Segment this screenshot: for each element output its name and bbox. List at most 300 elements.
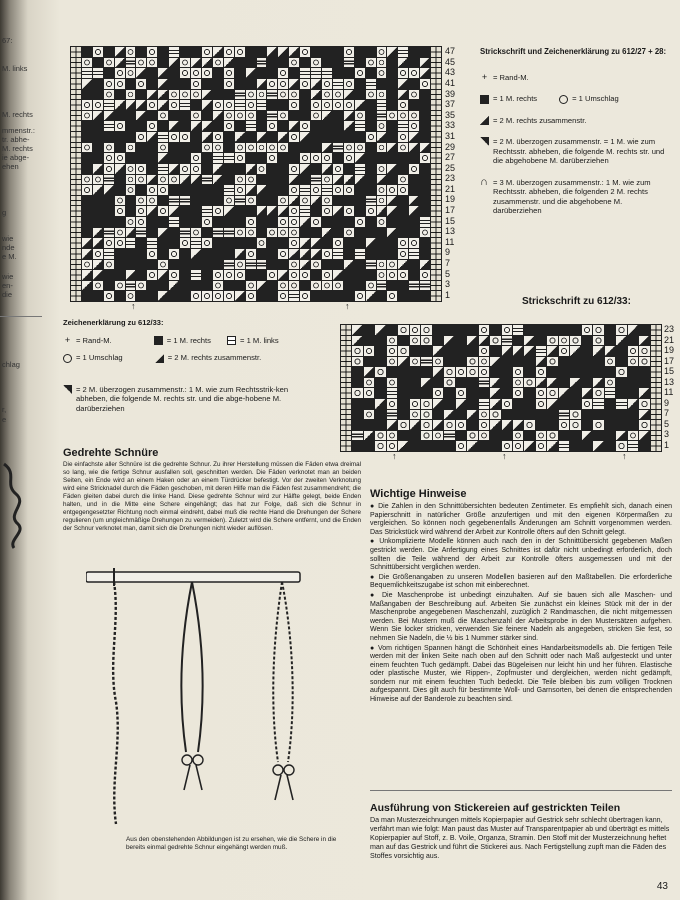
chart-cell — [322, 185, 332, 195]
chart-cell — [387, 47, 397, 57]
legend2-text: = 2 M. rechts zusammenstr. — [167, 353, 262, 362]
chart-cell — [169, 228, 179, 238]
chart-cell — [355, 185, 365, 195]
chart-cell — [355, 100, 365, 110]
chart-cell — [246, 111, 256, 121]
chart-cell — [257, 217, 267, 227]
chart-cell — [352, 388, 362, 398]
chart-cell — [246, 132, 256, 142]
chart-cell — [322, 143, 332, 153]
chart-cell — [355, 153, 365, 163]
chart-cell — [289, 185, 299, 195]
chart-cell — [169, 79, 179, 89]
chart-cell — [311, 121, 321, 131]
chart-cell — [409, 217, 419, 227]
chart-cell — [311, 281, 321, 291]
chart-cell — [333, 206, 343, 216]
section-heading: Gedrehte Schnüre — [63, 447, 159, 459]
chart-cell — [224, 47, 234, 57]
chart-cell — [333, 196, 343, 206]
chart-cell — [410, 367, 420, 377]
chart-cell — [202, 238, 212, 248]
chart-cell — [136, 260, 146, 270]
chart-cell — [213, 249, 223, 259]
chart-cell — [456, 346, 466, 356]
chart-cell — [377, 260, 387, 270]
chart-cell — [467, 399, 477, 409]
chart-cell — [158, 217, 168, 227]
chart-cell — [433, 399, 443, 409]
chart-cell — [104, 121, 114, 131]
chart-cell — [311, 185, 321, 195]
chart-cell — [433, 441, 443, 451]
chart-cell — [366, 281, 376, 291]
legend1-item-rand — [480, 73, 670, 83]
chart-cell — [502, 378, 512, 388]
chart-cell — [71, 281, 81, 291]
chart-cell — [547, 431, 557, 441]
fragment: ie abge- — [2, 153, 30, 162]
legend2-row — [63, 385, 303, 414]
chart-cell — [289, 90, 299, 100]
row-number: 25 — [445, 162, 456, 173]
chart-cell — [311, 100, 321, 110]
chart-cell — [202, 217, 212, 227]
chart-cell — [559, 399, 569, 409]
chart-cell — [104, 111, 114, 121]
chart-cell — [616, 378, 626, 388]
chart-cell — [136, 121, 146, 131]
chart-cell — [366, 164, 376, 174]
chart-cell — [651, 399, 661, 409]
chart-cell — [191, 260, 201, 270]
row-number: 39 — [445, 88, 456, 99]
chart-cell — [355, 270, 365, 280]
chart-cell — [71, 132, 81, 142]
chart-cell — [191, 153, 201, 163]
chart-cell — [278, 238, 288, 248]
chart-cell — [375, 399, 385, 409]
chart-cell — [570, 336, 580, 346]
chart-cell — [421, 388, 431, 398]
chart-cell — [559, 357, 569, 367]
chart-cell — [224, 291, 234, 301]
chart-cell — [82, 143, 92, 153]
fragment: tr. abhe- — [2, 135, 30, 144]
chart-cell — [246, 121, 256, 131]
chart-cell — [115, 111, 125, 121]
legend1-text: = 1 M. rechts — [493, 94, 538, 103]
chart-cell — [93, 291, 103, 301]
chart-cell — [344, 164, 354, 174]
chart-cell — [490, 441, 500, 451]
legend2-text: = 1 Umschlag — [76, 353, 123, 362]
chart-cell — [278, 143, 288, 153]
chart-cell — [344, 281, 354, 291]
chart-cell — [410, 378, 420, 388]
chart-cell — [344, 90, 354, 100]
chart1-row-numbers — [445, 46, 465, 300]
chart-cell — [344, 260, 354, 270]
illustration-caption: Aus den obenstehenden Abbildungen ist zu ersehen, wie die Schere in die bereits einmal gedrehte Schnur eingehängt werden muß. — [126, 836, 337, 851]
minus-square-icon — [227, 336, 236, 345]
chart-cell — [513, 410, 523, 420]
chart-cell — [322, 58, 332, 68]
section-text: Da man Musterzeichnungen mittels Kopierpapier auf Gestrick sehr schlecht übertragen kann, verfährt man wie folgt: Man paust das Muster auf Transparentpapier ab und überträgt es mittels Kopierpapier auf Stoff, z. B. Voile, Organza, Stramin. Den Stoff mit der Musterzeichnung heftet man auf das Gestrick und führt die Stickerei aus. Nach Fertigstellung zupft man die Fäden des Stoffes vorsichtig aus. — [370, 816, 670, 860]
chart-cell — [628, 367, 638, 377]
chart-cell — [605, 410, 615, 420]
chart-cell — [126, 175, 136, 185]
chart-cell — [202, 281, 212, 291]
chart-cell — [257, 143, 267, 153]
chart-cell — [235, 79, 245, 89]
chart-cell — [344, 228, 354, 238]
chart-cell — [570, 346, 580, 356]
chart-cell — [377, 291, 387, 301]
chart-cell — [605, 346, 615, 356]
chart-cell — [82, 260, 92, 270]
fragment: M. rechts — [2, 144, 33, 153]
section-stickereien — [370, 802, 672, 861]
chart-cell — [311, 164, 321, 174]
chart-cell — [409, 196, 419, 206]
chart-cell — [387, 90, 397, 100]
row-number: 17 — [664, 355, 675, 366]
chart-cell — [420, 196, 430, 206]
chart-cell — [158, 90, 168, 100]
chart-cell — [169, 111, 179, 121]
chart-cell — [126, 153, 136, 163]
chart-cell — [169, 238, 179, 248]
chart-cell — [82, 249, 92, 259]
chart-cell — [246, 79, 256, 89]
chart-cell — [246, 206, 256, 216]
chart-cell — [213, 79, 223, 89]
chart-cell — [104, 185, 114, 195]
chart-cell — [582, 336, 592, 346]
chart-cell — [366, 217, 376, 227]
chart-cell — [341, 410, 351, 420]
chart-cell — [278, 58, 288, 68]
chart-cell — [224, 249, 234, 259]
chart-cell — [300, 121, 310, 131]
chart-cell — [467, 420, 477, 430]
chart-cell — [570, 378, 580, 388]
chart-cell — [409, 291, 419, 301]
chart-cell — [377, 206, 387, 216]
chart-cell — [375, 378, 385, 388]
chart-cell — [115, 217, 125, 227]
chart-cell — [322, 132, 332, 142]
chart-cell — [398, 336, 408, 346]
chart-cell — [420, 291, 430, 301]
chart-cell — [300, 270, 310, 280]
chart-cell — [126, 111, 136, 121]
chart-cell — [257, 132, 267, 142]
chart-cell — [246, 270, 256, 280]
chart-cell — [267, 132, 277, 142]
chart-cell — [377, 79, 387, 89]
chart-cell — [377, 100, 387, 110]
chart-cell — [387, 388, 397, 398]
fragment: die — [2, 290, 13, 299]
chart-cell — [136, 206, 146, 216]
chart-cell — [651, 367, 661, 377]
chart-cell — [278, 217, 288, 227]
knitting-chart-612-27 — [70, 46, 442, 302]
chart-cell — [536, 325, 546, 335]
chart-cell — [398, 196, 408, 206]
chart-cell — [421, 336, 431, 346]
chart-cell — [267, 121, 277, 131]
chart-cell — [377, 111, 387, 121]
chart-cell — [300, 153, 310, 163]
chart-cell — [93, 111, 103, 121]
chart-cell — [366, 249, 376, 259]
chart-cell — [158, 270, 168, 280]
chart-cell — [431, 206, 441, 216]
arch-icon: ∩ — [480, 175, 488, 188]
chart-cell — [444, 420, 454, 430]
chart-cell — [366, 121, 376, 131]
chart-cell — [224, 206, 234, 216]
hinweis-paragraph: ● Die Größenangaben zu unseren Modellen basieren auf den Maßtabellen. Die erforderliche Bequemlichkeitszugabe ist schon mit einberechnet. — [370, 573, 672, 590]
chart-cell — [257, 228, 267, 238]
chart-cell — [409, 121, 419, 131]
chart-cell — [104, 47, 114, 57]
chart-cell — [224, 90, 234, 100]
chart-cell — [420, 100, 430, 110]
chart-cell — [366, 47, 376, 57]
chart-cell — [479, 441, 489, 451]
chart-cell — [104, 58, 114, 68]
chart-cell — [502, 388, 512, 398]
chart-cell — [93, 206, 103, 216]
chart-cell — [246, 249, 256, 259]
chart-cell — [82, 121, 92, 131]
chart-cell — [311, 58, 321, 68]
chart-cell — [158, 260, 168, 270]
chart-cell — [547, 420, 557, 430]
chart-cell — [136, 153, 146, 163]
chart-cell — [355, 249, 365, 259]
chart-cell — [213, 111, 223, 121]
chart-cell — [410, 420, 420, 430]
chart-cell — [311, 132, 321, 142]
chart-cell — [104, 68, 114, 78]
chart-cell — [180, 260, 190, 270]
chart-cell — [387, 79, 397, 89]
chart-cell — [456, 399, 466, 409]
chart-cell — [191, 228, 201, 238]
chart-cell — [333, 164, 343, 174]
chart-cell — [364, 346, 374, 356]
chart-cell — [267, 58, 277, 68]
chart-cell — [628, 441, 638, 451]
chart-cell — [235, 164, 245, 174]
chart-cell — [431, 68, 441, 78]
chart-cell — [420, 47, 430, 57]
chart-cell — [502, 399, 512, 409]
chart-cell — [300, 291, 310, 301]
chart-cell — [479, 325, 489, 335]
chart-cell — [398, 47, 408, 57]
row-number: 19 — [445, 194, 456, 205]
hinweis-paragraph: ● Vom richtigen Spannen hängt die Schönheit eines Handarbeitsmodells ab. Die fertigen Teile werden mit der linken Seite nach oben auf den Schnitt oder nach Maß aufgesteckt und unter einem feuchten Tuch gedämpft. Dabei das Bügeleisen nur leicht hin und her führen. Elastische oder plastische Muster, wie Rippen-, Zopfmuster und dergleichen, werden nicht gedämpft, sondern nur mit einem feuchten Tuch bedeckt. Die Teile bleiben bis zum völligen Trocknen aufgespannt. Dies gilt auch für bestimmte Woll- und Garnsorten, bei denen die entsprechenden Hinweise auf der Banderole zu beachten sind. — [370, 644, 672, 704]
chart-cell — [639, 346, 649, 356]
chart-cell — [278, 79, 288, 89]
chart-cell — [377, 217, 387, 227]
chart-cell — [246, 196, 256, 206]
chart-cell — [169, 270, 179, 280]
legend1-text: = 3 M. überzogen zusammenstr.: 1 M. wie zum Rechtsstr. abheben, die folgenden 2 M. rechts zusammenstr. und die abgehobene M. darüberziehen — [493, 177, 651, 215]
chart-cell — [257, 47, 267, 57]
chart-cell — [257, 249, 267, 259]
chart-cell — [398, 238, 408, 248]
chart-cell — [82, 68, 92, 78]
chart-cell — [311, 143, 321, 153]
chart-cell — [398, 357, 408, 367]
chart-cell — [126, 79, 136, 89]
chart-cell — [267, 164, 277, 174]
chart-cell — [180, 143, 190, 153]
row-number: 15 — [445, 215, 456, 226]
chart-cell — [536, 420, 546, 430]
chart-cell — [456, 378, 466, 388]
chart-cell — [202, 260, 212, 270]
chart-cell — [513, 399, 523, 409]
chart-cell — [311, 68, 321, 78]
chart-cell — [158, 238, 168, 248]
chart-cell — [377, 196, 387, 206]
chart-cell — [479, 388, 489, 398]
chart-cell — [639, 367, 649, 377]
chart-cell — [289, 153, 299, 163]
chart-cell — [352, 336, 362, 346]
chart-cell — [289, 68, 299, 78]
chart-cell — [431, 111, 441, 121]
chart-cell — [213, 260, 223, 270]
chart-cell — [431, 260, 441, 270]
chart-cell — [115, 196, 125, 206]
chart-cell — [213, 121, 223, 131]
chart-cell — [344, 185, 354, 195]
chart-cell — [628, 378, 638, 388]
chart-cell — [71, 79, 81, 89]
chart-cell — [169, 249, 179, 259]
chart-cell — [344, 132, 354, 142]
chart-cell — [420, 132, 430, 142]
chart-cell — [311, 249, 321, 259]
chart-cell — [147, 175, 157, 185]
chart-cell — [559, 388, 569, 398]
chart-cell — [605, 399, 615, 409]
chart-cell — [213, 153, 223, 163]
chart-cell — [278, 164, 288, 174]
chart-cell — [311, 90, 321, 100]
chart-cell — [82, 196, 92, 206]
chart-cell — [341, 431, 351, 441]
chart-cell — [333, 175, 343, 185]
chart-cell — [352, 378, 362, 388]
chart-cell — [479, 378, 489, 388]
chart-cell — [387, 153, 397, 163]
chart-cell — [136, 270, 146, 280]
chart-cell — [257, 206, 267, 216]
chart-cell — [235, 68, 245, 78]
chart-cell — [398, 121, 408, 131]
chart-cell — [191, 175, 201, 185]
chart-cell — [136, 68, 146, 78]
chart-cell — [377, 185, 387, 195]
chart-cell — [398, 185, 408, 195]
chart-cell — [628, 431, 638, 441]
chart-cell — [93, 228, 103, 238]
chart-cell — [289, 175, 299, 185]
chart-cell — [300, 175, 310, 185]
chart-cell — [257, 121, 267, 131]
chart-cell — [364, 410, 374, 420]
chart-cell — [366, 206, 376, 216]
chart-cell — [202, 270, 212, 280]
chart-cell — [300, 249, 310, 259]
chart-cell — [344, 121, 354, 131]
legend1-item-rechts — [480, 94, 670, 104]
chart-cell — [235, 132, 245, 142]
chart-cell — [547, 325, 557, 335]
chart-cell — [433, 367, 443, 377]
chart-cell — [213, 100, 223, 110]
row-number: 1 — [445, 289, 451, 300]
chart-cell — [82, 185, 92, 195]
chart-cell — [344, 68, 354, 78]
circle-icon — [63, 354, 72, 363]
chart-cell — [180, 175, 190, 185]
chart-cell — [524, 378, 534, 388]
chart-cell — [213, 175, 223, 185]
chart-cell — [300, 90, 310, 100]
chart-cell — [191, 121, 201, 131]
chart-cell — [136, 143, 146, 153]
chart-cell — [387, 185, 397, 195]
chart-cell — [235, 90, 245, 100]
chart-cell — [490, 431, 500, 441]
chart-cell — [289, 132, 299, 142]
chart-cell — [377, 121, 387, 131]
chart-cell — [605, 378, 615, 388]
chart-cell — [559, 378, 569, 388]
section-gedrehte-schnuere — [63, 447, 361, 533]
legend1-item-ueber — [480, 137, 670, 166]
chart-cell — [616, 410, 626, 420]
chart-cell — [82, 90, 92, 100]
chart-cell — [246, 228, 256, 238]
chart-cell — [235, 143, 245, 153]
fragment: e M. — [2, 252, 17, 261]
chart-cell — [191, 68, 201, 78]
chart-cell — [147, 196, 157, 206]
chart-cell — [136, 100, 146, 110]
chart-cell — [444, 388, 454, 398]
chart-cell — [180, 196, 190, 206]
chart-cell — [82, 228, 92, 238]
chart-cell — [344, 153, 354, 163]
hinweis-paragraph: ● Unkomplizierte Modelle können auch nach den in der Schnittübersicht gegebenen Maßen gestrickt werden. Die Anfertigung eines Schnittes ist dafür nicht unbedingt erforderlich, doch sollten die Teile während der Arbeit zur Kontrolle öfters ausgemessen und mit der Schnittübersicht verglichen werden. — [370, 538, 672, 572]
row-number: 13 — [445, 226, 456, 237]
chart-cell — [333, 249, 343, 259]
chart-cell — [344, 238, 354, 248]
chart-cell — [524, 441, 534, 451]
